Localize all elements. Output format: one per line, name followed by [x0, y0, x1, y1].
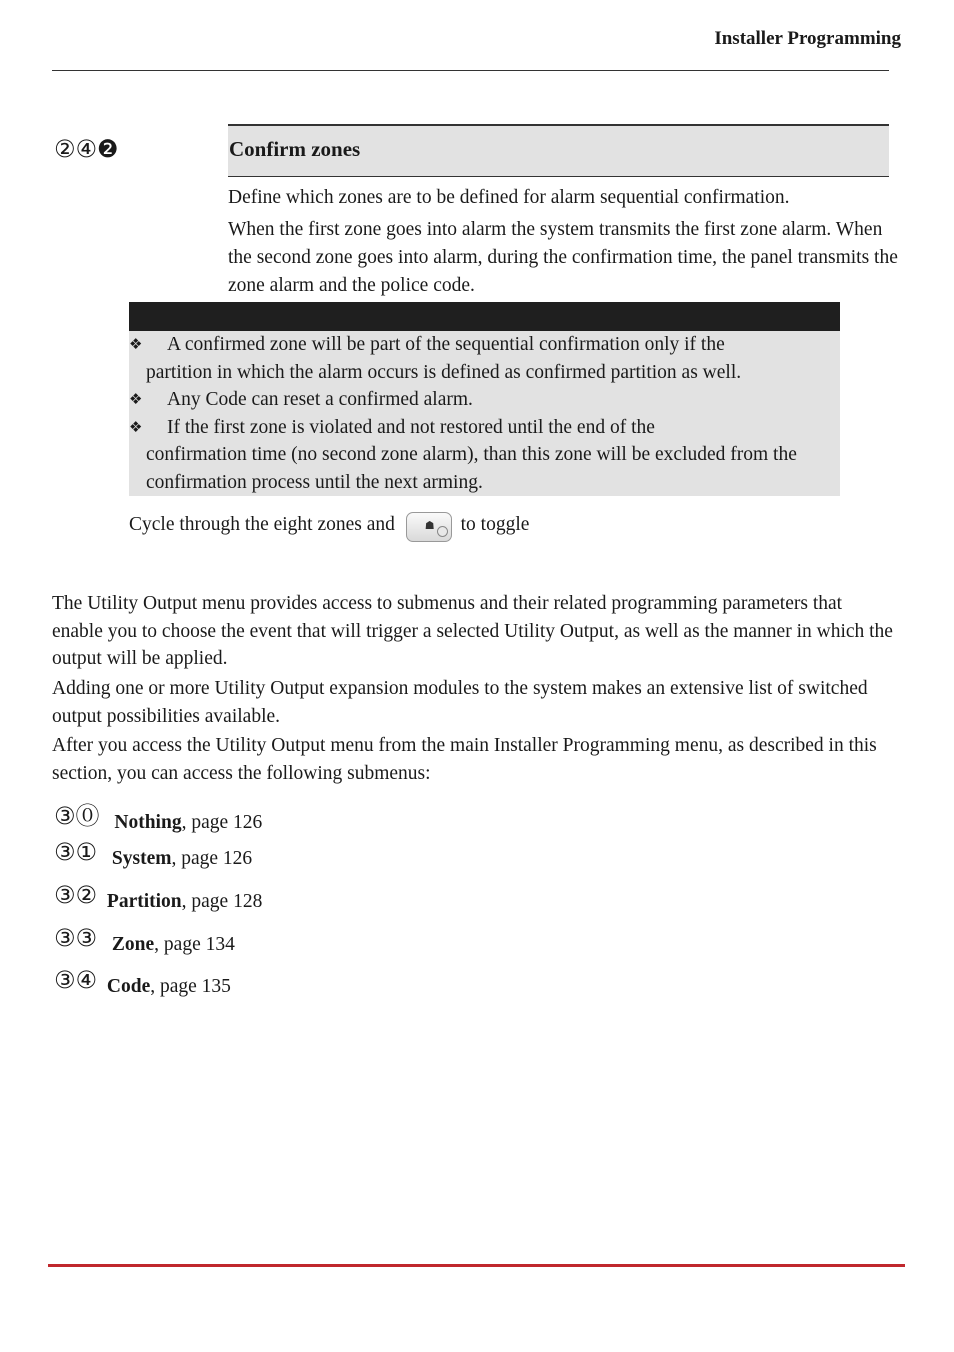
bullet-icon: ❖	[129, 335, 143, 353]
body-paragraph: Adding one or more Utility Output expansion modules to the system makes an extensive list of switched output possibilities available.	[52, 678, 868, 727]
header-divider	[52, 70, 889, 71]
section-title: Confirm zones	[229, 137, 361, 161]
note-text: A confirmed zone will be part of the sequential confirmation only if the	[167, 334, 725, 355]
submenu-page-ref: , page 134	[154, 934, 235, 955]
note-text: partition in which the alarm occurs is defined as confirmed partition as well.	[146, 361, 742, 383]
cycle-text: Cycle through the eight zones and	[129, 514, 395, 535]
submenu-name: Zone	[111, 934, 155, 955]
footer-divider	[48, 1264, 905, 1267]
submenu-name: Partition	[106, 891, 182, 912]
submenu-item-partition	[54, 881, 262, 913]
cycle-instruction	[129, 512, 529, 542]
bullet-icon: ❖	[129, 417, 143, 436]
submenu-key-sequence: ③③	[54, 924, 98, 952]
submenu-key-sequence: ③④	[54, 966, 98, 994]
submenu-name: Nothing	[114, 812, 182, 833]
submenu-item-system	[54, 838, 252, 870]
bullet-icon: ❖	[129, 390, 143, 408]
note-list	[129, 331, 840, 496]
body-paragraph: The Utility Output menu provides access to submenus and their related programming parameters that enable you to choose the event that will trigger a selected Utility Output, as well as the manner in which the output will be applied.	[52, 593, 893, 669]
section-title-box	[228, 124, 889, 177]
note-header-bar	[129, 302, 840, 331]
submenu-page-ref: , page 135	[150, 976, 231, 997]
submenu-item-code	[54, 966, 231, 998]
submenu-item-zone	[54, 924, 235, 956]
note-item	[129, 331, 840, 386]
submenu-key-sequence: ③①	[54, 838, 98, 866]
home-key-icon: ☗	[406, 512, 452, 542]
note-text: If the first zone is violated and not restored until the end of the	[167, 416, 655, 438]
section-key-sequence: ②④❷	[54, 135, 119, 163]
note-item	[129, 414, 840, 497]
submenu-key-sequence: ③⓪	[54, 802, 100, 830]
submenu-page-ref: , page 126	[181, 812, 263, 833]
submenu-page-ref: , page 126	[171, 848, 253, 869]
section-paragraph: When the first zone goes into alarm the system transmits the first zone alarm. When the second zone goes into alarm, during the confirmation time, the panel transmits the zone alarm and the police code.	[228, 219, 898, 296]
cycle-text: to toggle	[460, 514, 530, 535]
submenu-item-nothing	[54, 796, 262, 834]
body-paragraph: After you access the Utility Output menu from the main Installer Programming menu, as described in this section, you can access the following submenus:	[52, 735, 877, 784]
note-text: Any Code can reset a confirmed alarm.	[167, 389, 473, 410]
submenu-page-ref: , page 128	[181, 891, 263, 912]
submenu-key-sequence: ③②	[54, 881, 98, 909]
submenu-name: System	[111, 848, 172, 869]
submenu-name: Code	[106, 976, 151, 997]
note-item	[129, 386, 840, 414]
page-header-title: Installer Programming	[714, 28, 901, 49]
note-text: confirmation time (no second zone alarm), than this zone will be excluded from the confirmation process until the next arming.	[146, 444, 797, 493]
section-paragraph: Define which zones are to be defined for alarm sequential confirmation.	[228, 187, 790, 208]
